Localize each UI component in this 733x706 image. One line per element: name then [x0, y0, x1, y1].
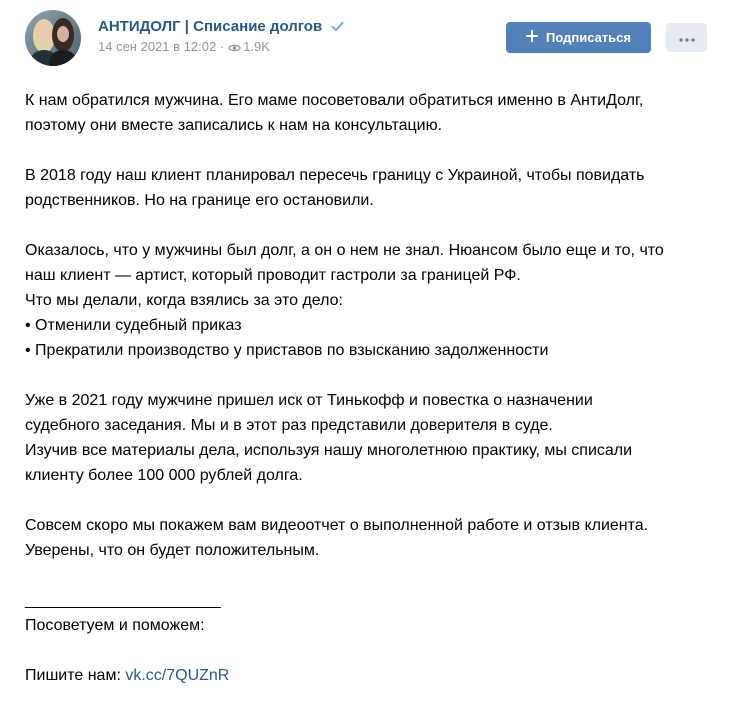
author-name[interactable]: АНТИДОЛГ | Списание долгов [98, 18, 323, 35]
text-line: наш клиент — артист, который проводит гастроли за границей РФ. [25, 267, 521, 284]
bullet-item: • Прекратили производство у приставов по взысканию задолженности [25, 342, 549, 359]
text-line: К нам обратился мужчина. Его маме посоветовали обратиться именно в АнтиДолг, [25, 92, 644, 109]
text-line: В 2018 году наш клиент планировал пересечь границу с Украиной, чтобы повидать [25, 167, 645, 184]
ellipsis-icon [679, 29, 695, 47]
text-line: Посоветуем и поможем: [25, 617, 205, 634]
text-line: Оказалось, что у мужчины был долг, а он о нем не знал. Нюансом было еще и то, что [25, 242, 664, 259]
text-line: судебного заседания. Мы и в этот раз представили доверителя в суде. [25, 417, 553, 434]
paragraph [25, 388, 715, 488]
meta-separator: · [219, 39, 225, 54]
bullet-item: • Отменили судебный приказ [25, 317, 242, 334]
views-count: 1.9K [243, 39, 270, 54]
paragraph [25, 588, 715, 638]
divider-line: ______________________ [25, 592, 221, 609]
more-button[interactable] [666, 23, 707, 52]
paragraph [25, 163, 715, 213]
text-line: Совсем скоро мы покажем вам видеоотчет о выполненной работе и отзыв клиента. [25, 517, 649, 534]
paragraph [25, 513, 715, 563]
paragraph [25, 88, 715, 138]
checkmark-icon [331, 19, 344, 39]
text-line: Уже в 2021 году мужчине пришел иск от Тинькофф и повестка о назначении [25, 392, 593, 409]
subscribe-button[interactable] [506, 22, 651, 53]
post-header [0, 0, 733, 80]
post-date[interactable]: 14 сен 2021 в 12:02 [98, 39, 217, 54]
contact-prefix: Пишите нам: [25, 667, 126, 684]
author-line [98, 17, 344, 39]
text-line: Уверены, что он будет положительным. [25, 542, 320, 559]
text-line: Изучив все материалы дела, используя нашу многолетнюю практику, мы списали [25, 442, 633, 459]
contact-link[interactable]: vk.cc/7QUZnR [125, 667, 230, 684]
post-text [25, 88, 715, 688]
plus-icon [526, 30, 538, 45]
contact-paragraph [25, 663, 715, 688]
subscribe-label: Подписаться [545, 30, 631, 45]
paragraph [25, 238, 715, 363]
text-line: Что мы делали, когда взялись за это дело: [25, 292, 343, 309]
text-line: поэтому они вместе записались к нам на консультацию. [25, 117, 443, 134]
text-line: клиенту более 100 000 рублей долга. [25, 467, 303, 484]
eye-icon [228, 41, 241, 57]
avatar[interactable] [25, 10, 81, 66]
contact-line [25, 663, 715, 688]
avatar-image [25, 10, 81, 66]
text-line: родственников. Но на границе его остановили. [25, 192, 374, 209]
post-meta [98, 39, 270, 57]
